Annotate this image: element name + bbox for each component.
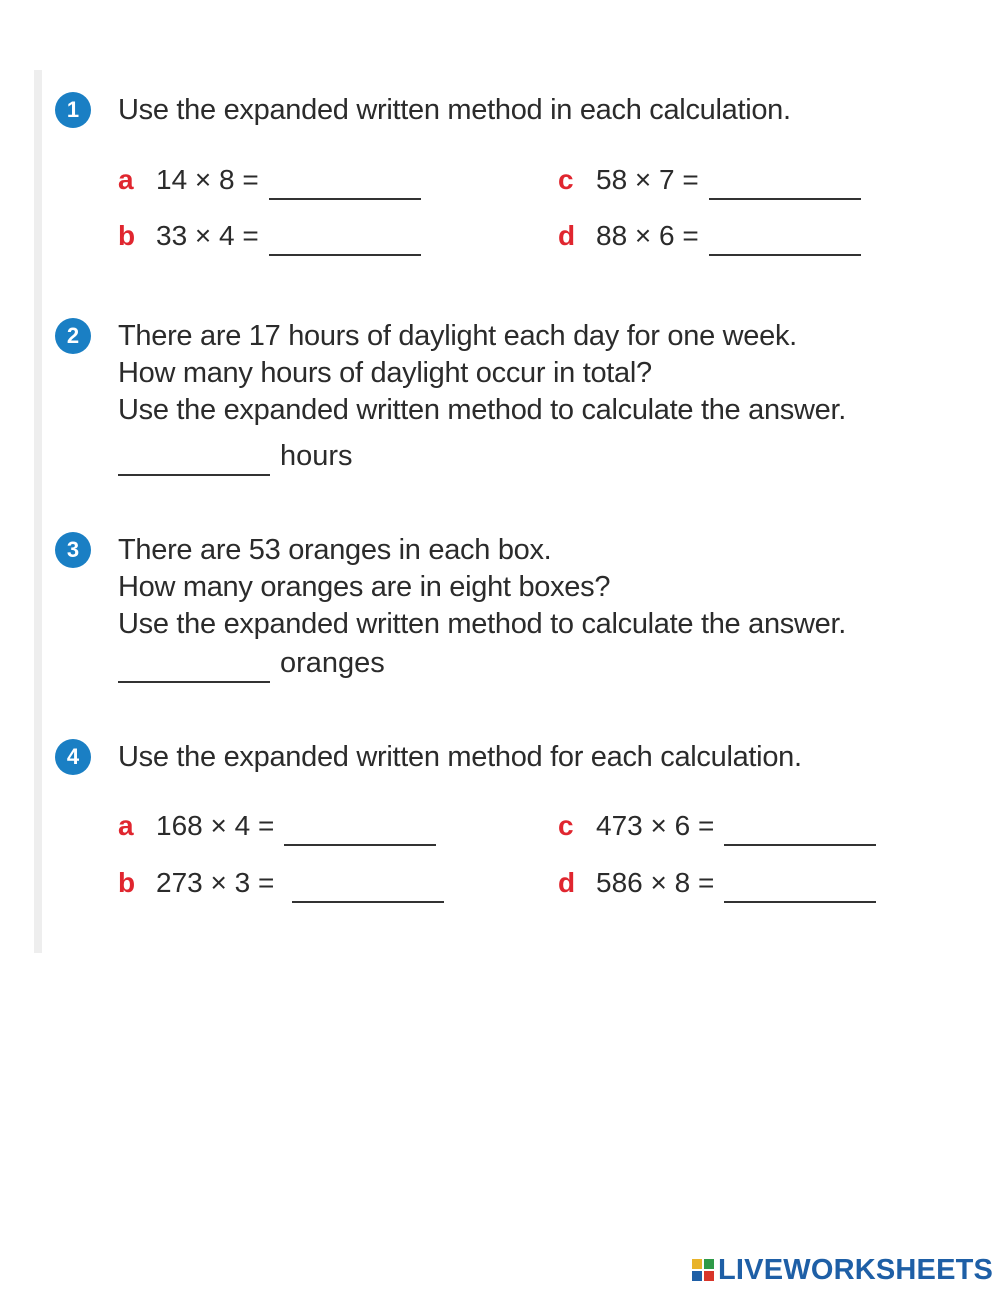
item-expression: 58 × 7 = — [596, 164, 699, 195]
q1-item-b — [118, 216, 421, 256]
q1-item-a — [118, 160, 421, 200]
answer-unit: oranges — [280, 647, 385, 679]
answer-blank[interactable] — [269, 224, 421, 256]
logo-tile — [692, 1259, 702, 1269]
question-3-badge: 3 — [55, 532, 91, 568]
logo-tile — [692, 1271, 702, 1281]
logo-tile — [704, 1259, 714, 1269]
item-expression: 14 × 8 = — [156, 164, 259, 195]
logo-text: LIVEWORKSHEETS — [718, 1253, 994, 1286]
question-3-text — [118, 532, 846, 643]
question-2-line: There are 17 hours of daylight each day for one week. — [118, 320, 797, 352]
question-1-text — [118, 92, 791, 129]
answer-blank[interactable] — [709, 224, 861, 256]
answer-blank[interactable] — [724, 871, 876, 903]
item-letter: d — [558, 867, 576, 898]
question-3-line: How many oranges are in eight boxes? — [118, 571, 611, 603]
question-4-badge: 4 — [55, 739, 91, 775]
question-3-answer — [118, 643, 385, 683]
answer-unit: hours — [280, 440, 353, 472]
question-2-badge: 2 — [55, 318, 91, 354]
q4-item-c — [558, 806, 876, 846]
item-letter: c — [558, 810, 574, 841]
answer-blank[interactable] — [269, 168, 421, 200]
question-4-line: Use the expanded written method for each calculation. — [118, 741, 802, 773]
question-3-line: Use the expanded written method to calculate the answer. — [118, 608, 846, 640]
question-2-line: How many hours of daylight occur in total? — [118, 357, 652, 389]
item-expression: 33 × 4 = — [156, 220, 259, 251]
answer-blank[interactable] — [284, 814, 436, 846]
liveworksheets-logo — [692, 1253, 993, 1287]
item-expression: 473 × 6 = — [596, 810, 715, 841]
q4-item-d — [558, 863, 876, 903]
item-letter: b — [118, 867, 136, 898]
item-expression: 586 × 8 = — [596, 867, 715, 898]
q1-item-d — [558, 216, 861, 256]
answer-blank[interactable] — [724, 814, 876, 846]
item-letter: b — [118, 220, 136, 251]
question-4-text — [118, 739, 802, 776]
q4-item-b — [118, 863, 444, 903]
question-3-line: There are 53 oranges in each box. — [118, 534, 552, 566]
answer-blank[interactable] — [709, 168, 861, 200]
question-2-line: Use the expanded written method to calculate the answer. — [118, 394, 846, 426]
answer-blank[interactable] — [118, 444, 270, 476]
question-2-answer — [118, 436, 353, 476]
item-letter: d — [558, 220, 576, 251]
logo-tile — [704, 1271, 714, 1281]
item-expression: 88 × 6 = — [596, 220, 699, 251]
item-letter: c — [558, 164, 574, 195]
item-expression: 168 × 4 = — [156, 810, 275, 841]
logo-tiles-icon — [692, 1259, 714, 1281]
item-expression: 273 × 3 = — [156, 867, 275, 898]
q1-item-c — [558, 160, 861, 200]
q4-item-a — [118, 806, 436, 846]
answer-blank[interactable] — [118, 651, 270, 683]
answer-blank[interactable] — [292, 871, 444, 903]
item-letter: a — [118, 810, 134, 841]
question-2-text — [118, 318, 846, 429]
question-1-line: Use the expanded written method in each calculation. — [118, 94, 791, 126]
item-letter: a — [118, 164, 134, 195]
question-1-badge: 1 — [55, 92, 91, 128]
